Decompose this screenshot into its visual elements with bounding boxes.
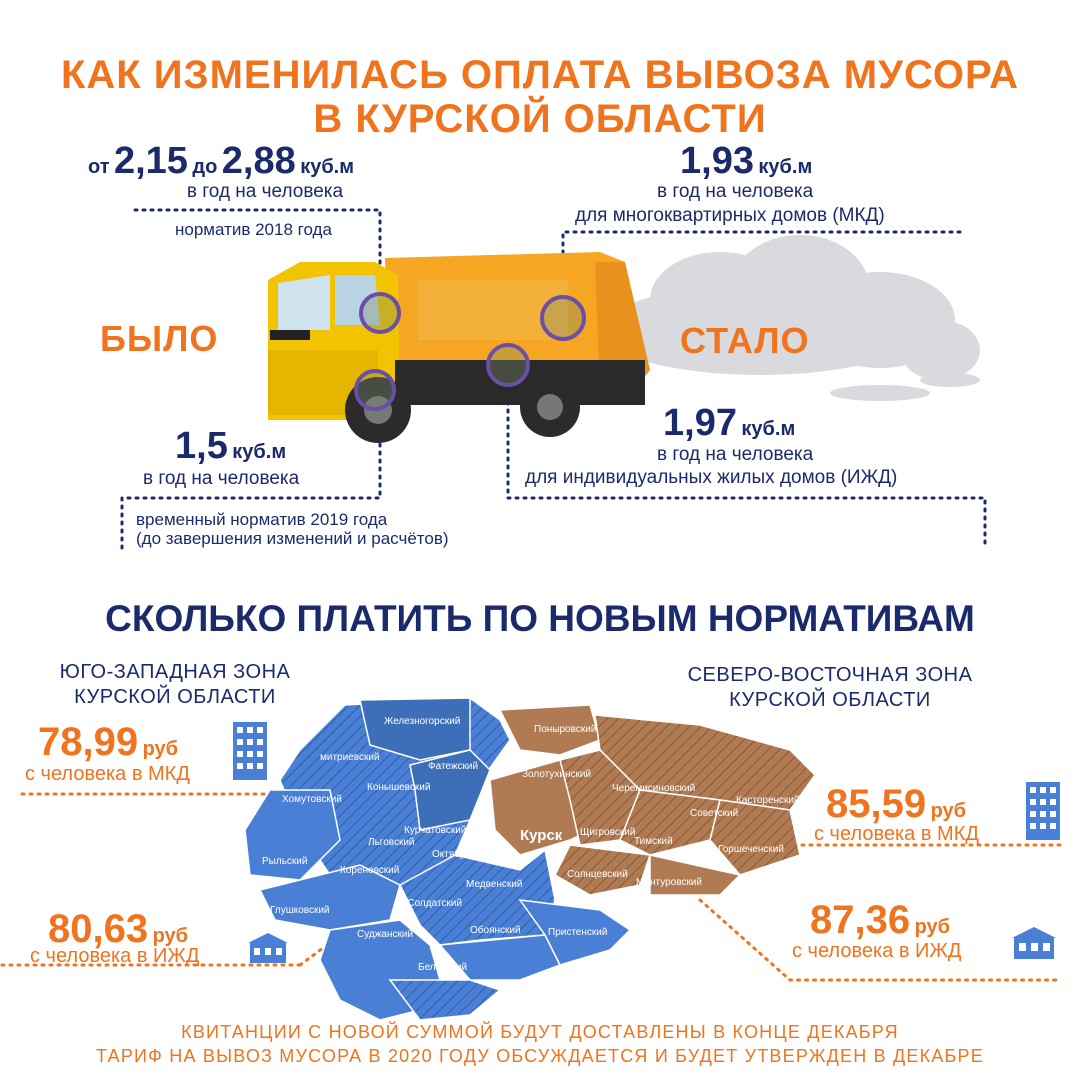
mkd-per: в год на человека <box>657 181 814 202</box>
title-line-1: КАК ИЗМЕНИЛАСЬ ОПЛАТА ВЫВОЗА МУСОРА <box>60 53 1020 97</box>
izhd-norm-unit: куб.м <box>741 418 796 440</box>
district-solntsevsky: Солнцевский <box>567 869 628 880</box>
district-dmitrievsky: митриевский <box>320 752 380 763</box>
district-khomutovsky: Хомутовский <box>282 794 342 805</box>
sw-mkd-desc: с человека в МКД <box>25 763 190 785</box>
sw-zone-line-2: КУРСКОЙ ОБЛАСТИ <box>74 686 276 708</box>
district-kastorensky: Касторенский <box>736 795 800 806</box>
apartment-building-icon <box>1026 782 1060 840</box>
before-unit: куб.м <box>300 156 355 178</box>
district-zheleznogorsky: Железногорский <box>384 716 461 727</box>
temp-norm-unit: куб.м <box>232 441 287 463</box>
district-rylsky: Рыльский <box>262 856 308 867</box>
ne-izhd-value: 87,36 <box>810 898 911 942</box>
district-fatezhsky: Фатежский <box>428 761 479 772</box>
from-word: от <box>88 156 110 178</box>
temp-norm-value <box>175 425 286 468</box>
temp-norm-number: 1,5 <box>175 425 228 467</box>
temp-note-2: (до завершения изменений и расчётов) <box>136 529 449 548</box>
izhd-per: в год на человека <box>657 444 814 465</box>
district-zolotukhinsky: Золотухинский <box>522 769 592 780</box>
ne-mkd-desc: с человека в МКД <box>814 823 979 845</box>
title-line-2: В КУРСКОЙ ОБЛАСТИ <box>313 97 767 141</box>
izhd-norm-value <box>663 402 795 445</box>
district-korenevsky: Кореневский <box>340 865 400 876</box>
ne-izhd-price <box>810 898 950 943</box>
district-belovsky: Беловский <box>418 962 468 973</box>
temp-note-1: временный норматив 2019 года <box>136 510 388 529</box>
sw-izhd-value: 80,63 <box>48 907 149 951</box>
mkd-norm-number: 1,93 <box>680 140 754 182</box>
to-value: 2,88 <box>221 140 296 182</box>
ne-mkd-unit: руб <box>930 800 966 822</box>
before-note: норматив 2018 года <box>175 220 332 239</box>
district-pristensky: Пристенский <box>548 927 608 938</box>
ne-mkd-value: 85,59 <box>826 782 927 826</box>
sw-izhd-desc: с человека в ИЖД <box>30 945 200 967</box>
mkd-note: для многоквартирных домов (МКД) <box>575 205 885 226</box>
apartment-building-icon <box>233 722 267 780</box>
sw-zone-line-1: ЮГО-ЗАПАДНАЯ ЗОНА <box>59 661 291 683</box>
sw-mkd-price <box>38 720 178 765</box>
district-gorshechensky: Горшеченский <box>718 844 784 855</box>
district-shchigrovsky: Щигровский <box>580 827 636 838</box>
sw-izhd-unit: руб <box>152 925 188 947</box>
district-oktyabrsky: Октябрьский <box>432 849 492 860</box>
footer-line-1: КВИТАНЦИИ С НОВОЙ СУММОЙ БУДУТ ДОСТАВЛЕНЫ В КОНЦЕ ДЕКАБРЯ <box>181 1022 899 1042</box>
label-before: БЫЛО <box>100 318 219 359</box>
district-konyshevsky: Конышевский <box>367 782 431 793</box>
district-oboyansky: Обоянский <box>470 925 521 936</box>
mkd-norm-unit: куб.м <box>758 156 813 178</box>
to-word: до <box>192 156 218 178</box>
ne-mkd-price <box>826 782 966 827</box>
sw-mkd-value: 78,99 <box>38 720 139 764</box>
section2-title: СКОЛЬКО ПЛАТИТЬ ПО НОВЫМ НОРМАТИВАМ <box>105 598 975 639</box>
before-per: в год на человека <box>186 181 344 202</box>
district-manturovsky: Мантуровский <box>636 877 702 888</box>
district-medvensky: Медвенский <box>466 879 523 890</box>
district-ponyrovsky: Поныровский <box>534 724 597 735</box>
from-value: 2,15 <box>113 140 188 182</box>
district-glushkovsky: Глушковский <box>270 905 330 916</box>
district-timsky: Тимский <box>634 836 673 847</box>
truck-shape <box>268 252 650 443</box>
house-icon <box>1012 927 1056 959</box>
district-cheremisinovsky: Черемисиновский <box>612 783 696 794</box>
ne-izhd-unit: руб <box>914 916 950 938</box>
cloud-shape <box>600 235 980 401</box>
izhd-norm-number: 1,97 <box>663 402 737 444</box>
district-lgovsky: Льговский <box>368 837 415 848</box>
temp-per: в год на человека <box>143 468 300 489</box>
district-bsoldatsky: Б.Солдатский <box>398 898 462 909</box>
ne-zone-line-1: СЕВЕРО-ВОСТОЧНАЯ ЗОНА <box>687 664 973 686</box>
house-icon <box>248 933 288 963</box>
ne-zone-line-2: КУРСКОЙ ОБЛАСТИ <box>729 689 931 711</box>
ne-izhd-desc: с человека в ИЖД <box>792 940 962 962</box>
district-sudzhansky: Суджанский <box>357 929 414 940</box>
footer-line-2: ТАРИФ НА ВЫВОЗ МУСОРА В 2020 ГОДУ ОБСУЖДАЕТСЯ И БУДЕТ УТВЕРЖДЕН В ДЕКАБРЕ <box>96 1046 984 1066</box>
district-kurchatovsky: Курчатовский <box>404 825 467 836</box>
sw-mkd-unit: руб <box>142 738 178 760</box>
izhd-note: для индивидуальных жилых домов (ИЖД) <box>525 467 898 488</box>
district-sovetsky: Советский <box>690 808 739 819</box>
label-after: СТАЛО <box>680 320 810 361</box>
district-kursk: Курск <box>520 827 563 844</box>
